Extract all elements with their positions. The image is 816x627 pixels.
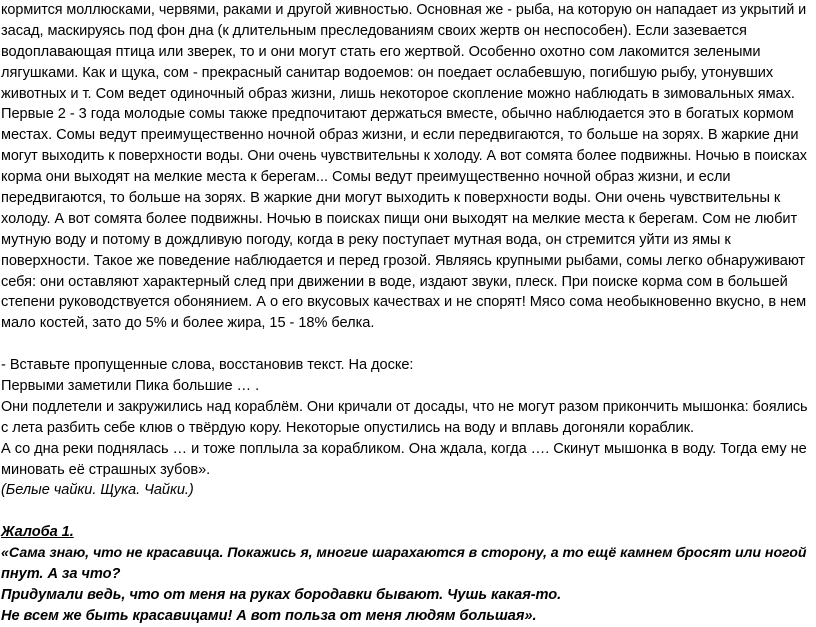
complaint-line: пнут. А за что? (1, 566, 121, 583)
exercise-line: А со дна реки поднялась … и тоже поплыла за корабликом. Она ждала, когда …. Скинут мышонка в воду. Тогда ему не (1, 440, 807, 457)
blank-line (1, 501, 810, 522)
exercise-line: Первыми заметили Пика большие … . (1, 378, 260, 395)
text-line: передвигаются, то больше на зорях. В жаркие дни могут выходить к поверхности воды. Они очень чувствительны к (1, 190, 781, 207)
text-line: холоду. А вот сомята более подвижны. Ночью в поисках пищи они выходят на мелкие места к берегам. Сом не любит (1, 210, 798, 227)
complaint-section (1, 522, 810, 626)
text-line: степени руководствуется обонянием. А о его вкусовых качествах и не спорят! Мясо сома необыкновенно вкусно, в нем (1, 294, 807, 311)
main-paragraph (1, 0, 810, 334)
exercise-answer: (Белые чайки. Щука. Чайки.) (1, 482, 194, 499)
complaint-line: Не всем же быть красавицами! А вот польза от меня людям большая». (1, 607, 537, 624)
complaint-title: Жалоба 1. (1, 524, 74, 541)
text-line: водоплавающая птица или зверек, то и они могут стать его жертвой. Особенно охотно сом лакомится зелеными (1, 43, 761, 60)
complaint-line: «Сама знаю, что не красавица. Покажись я, многие шарахаются в сторону, а то ещё камнем бросят или ногой (1, 545, 807, 562)
complaint-line: Придумали ведь, что от меня на руках бородавки бывают. Чушь какая-то. (1, 586, 562, 603)
blank-line (1, 334, 810, 355)
text-line: себя: они оставляют характерный след при движении в воде, издают звуки, плеск. При поиске корма сом в большей (1, 273, 788, 290)
text-line: животных и т. Сом ведет одиночный образ жизни, лишь некоторое скопление можно наблюдать в зимовальных ямах. (1, 85, 795, 102)
text-line: корма они выходят на мелкие места к берегам... Сомы ведут преимущественно ночной образ жизни, и если (1, 169, 731, 186)
text-line: мутную воду и потому в дождливую погоду, когда в реку поступает мутная вода, он стремится уйти из ямы к (1, 231, 731, 248)
text-line: мало костей, зато до 5% и более жира, 15 - 18% белка. (1, 315, 375, 332)
text-line: поверхности. Такое же поведение наблюдается и перед грозой. Являясь крупными рыбами, сомы легко обнаруживают (1, 252, 806, 269)
exercise-line: миновать её страшных зубов». (1, 461, 211, 478)
exercise-line: Они подлетели и закружились над кораблём. Они кричали от досады, что не могут разом прикончить мышонка: боялись (1, 398, 808, 415)
text-line: кормится моллюсками, червями, раками и другой живностью. Основная же - рыба, на которую он нападает из укрытий и (1, 2, 807, 18)
text-line: лягушками. Как и щука, сом - прекрасный санитар водоемов: он поедает ослабевшую, погибшую рыбу, утонувших (1, 64, 774, 81)
text-line: Первые 2 - 3 года молодые сомы также предпочитают держаться вместе, обычно наблюдается это в богатых кормом (1, 106, 794, 123)
text-line: могут выходить к поверхности воды. Они очень чувствительны к холоду. А вот сомята более подвижны. Ночью в поисках (1, 148, 807, 165)
exercise-line: с лета разбить себе клюв о твёрдую кору. Некоторые опустились на воду и вплавь догоняли кораблик. (1, 419, 694, 436)
text-line: местах. Сомы ведут преимущественно ночной образ жизни, и если передвигаются, то больше на зорях. В жаркие дни (1, 127, 799, 144)
exercise-section (1, 355, 810, 501)
exercise-instruction: - Вставьте пропущенные слова, восстановив текст. На доске: (1, 357, 414, 374)
text-line: засад, маскируясь под фон дна (к длительным преследованиям своих жертв он неспособен). Если зазевается (1, 22, 747, 39)
